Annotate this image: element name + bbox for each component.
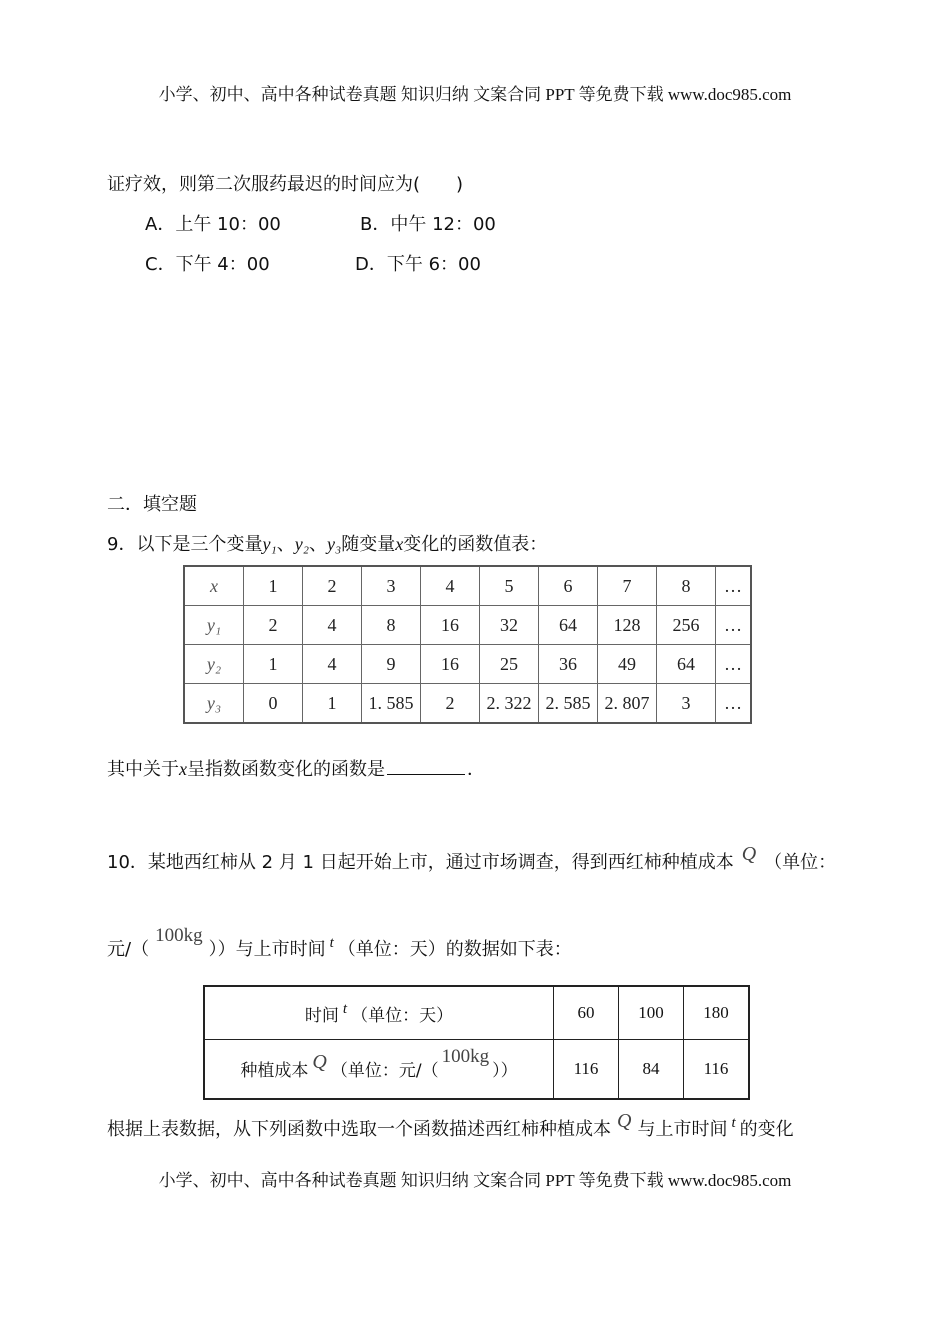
table-row (204, 1040, 749, 1100)
table-cell: 0 (244, 684, 303, 724)
table-cell: 16 (421, 606, 480, 645)
q8-option-d: D．下午 6：00 (355, 254, 481, 275)
section-title: 二．填空题 (107, 494, 197, 515)
table-cell: 3 (362, 566, 421, 606)
page-footer: 小学、初中、高中各种试卷真题 知识归纳 文案合同 PPT 等免费下载 www.doc985.com (158, 1171, 792, 1190)
table-cell: 2 (421, 684, 480, 724)
table-cell: … (716, 606, 752, 645)
table-cell: … (716, 566, 752, 606)
table-cell: 36 (539, 645, 598, 684)
q9-question (107, 755, 485, 781)
table-cell: 180 (684, 986, 750, 1040)
table-cell: 8 (657, 566, 716, 606)
q10-line2-b: ））与上市时间 (208, 939, 326, 960)
table-cell: 25 (480, 645, 539, 684)
table-cell: 60 (554, 986, 619, 1040)
q10-line2-a: 元/（ (107, 939, 150, 960)
q9-y3: y₃ (326, 534, 342, 554)
q9-text-c: 变化的函数值表： (403, 534, 548, 555)
table-cell: 2 (244, 606, 303, 645)
table-cell: … (716, 684, 752, 724)
table-row-header: y₁ (184, 606, 244, 645)
q9-after-b: 呈指数函数变化的函数是 (187, 759, 385, 780)
table-cell: 4 (303, 645, 362, 684)
table-cell: 2. 585 (539, 684, 598, 724)
q9-value-table (183, 565, 752, 724)
table-row (204, 986, 749, 1040)
table-row (184, 684, 751, 724)
answer-blank[interactable] (387, 758, 465, 775)
table-cell: … (716, 645, 752, 684)
table-cell: 9 (362, 645, 421, 684)
q9-after-x: x (179, 759, 187, 779)
table-cell: 116 (684, 1040, 750, 1100)
q9-y1: y₁ (262, 534, 277, 554)
table-row (184, 645, 751, 684)
q10-line1 (107, 843, 837, 874)
q9-after-a: 其中关于 (107, 759, 179, 780)
table-cell-time-label: 时间 t （单位：天） (204, 986, 554, 1040)
table-cell: 5 (480, 566, 539, 606)
q10-line2 (107, 925, 572, 961)
table-cell: 64 (539, 606, 598, 645)
table-cell: 64 (657, 645, 716, 684)
table-cell: 4 (421, 566, 480, 606)
q9-x: x (395, 534, 404, 554)
q10-line1-b: （单位： (764, 852, 837, 873)
table-cell: 116 (554, 1040, 619, 1100)
table-row-header: x (184, 566, 244, 606)
q10-t-symbol: t (329, 935, 334, 951)
q8-stem: 证疗效，则第二次服药最迟的时间应为( ) (107, 174, 464, 195)
q10-data-table (203, 985, 750, 1100)
q9-number: 9． (107, 534, 137, 555)
q10-line2-c: （单位：天）的数据如下表： (337, 939, 572, 960)
q10-line3-b: 与上市时间 (637, 1119, 728, 1140)
q8-option-a: A．上午 10：00 (145, 214, 281, 235)
table-cell: 128 (598, 606, 657, 645)
table-cell: 49 (598, 645, 657, 684)
q10-line3-a: 根据上表数据，从下列函数中选取一个函数描述西红柿种植成本 (107, 1119, 611, 1140)
table-cell-cost-label: 种植成本 Q （单位：元/（100kg）） (204, 1040, 554, 1100)
q10-kg: 100kg (155, 925, 203, 946)
table-cell: 84 (619, 1040, 684, 1100)
table-row (184, 606, 751, 645)
table-cell: 8 (362, 606, 421, 645)
table-row-header: y₂ (184, 645, 244, 684)
q10-q-symbol: Q (741, 843, 757, 865)
table-cell: 2. 322 (480, 684, 539, 724)
q9-text-b: 随变量 (341, 534, 396, 555)
table-cell: 1 (244, 566, 303, 606)
table-cell: 100 (619, 986, 684, 1040)
q9-text-a: 以下是三个变量 (136, 534, 263, 555)
page-header: 小学、初中、高中各种试卷真题 知识归纳 文案合同 PPT 等免费下载 www.doc985.com (158, 85, 792, 104)
q8-option-c: C．下午 4：00 (145, 254, 270, 275)
table-cell: 1 (303, 684, 362, 724)
q9-sep1: 、 (276, 534, 295, 555)
table-cell: 7 (598, 566, 657, 606)
q9-y2: y₂ (294, 534, 309, 554)
table-cell: 1 (244, 645, 303, 684)
q10-line3-q: Q (617, 1110, 632, 1132)
table-cell: 2 (303, 566, 362, 606)
table-row-header: y₃ (184, 684, 244, 724)
q9-stem (107, 530, 547, 556)
q9-after-end: ． (467, 759, 485, 780)
table-cell: 1. 585 (362, 684, 421, 724)
table-cell: 3 (657, 684, 716, 724)
q10-line3-c: 的变化 (739, 1119, 794, 1140)
table-cell: 256 (657, 606, 716, 645)
q9-sep2: 、 (308, 534, 327, 555)
table-row (184, 566, 751, 606)
q10-line3 (107, 1110, 794, 1141)
table-cell: 6 (539, 566, 598, 606)
table-cell: 4 (303, 606, 362, 645)
q10-line1-a: 10．某地西红柿从 2 月 1 日起开始上市，通过市场调查，得到西红柿种植成本 (107, 852, 734, 873)
table-cell: 2. 807 (598, 684, 657, 724)
q10-line3-t: t (731, 1115, 736, 1131)
q8-option-b: B．中午 12：00 (360, 214, 496, 235)
table-cell: 16 (421, 645, 480, 684)
table-cell: 32 (480, 606, 539, 645)
